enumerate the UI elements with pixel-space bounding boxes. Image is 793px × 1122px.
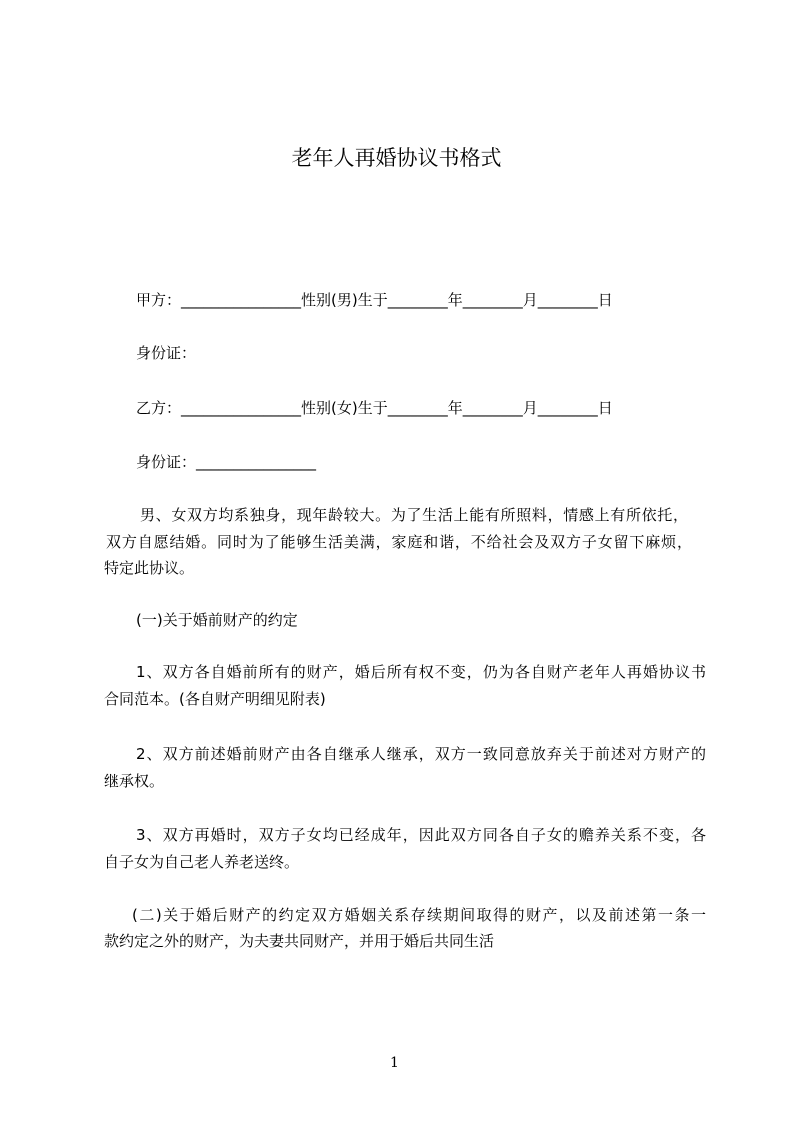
- party-a-field: 甲方：________________性别(男)生于________年________月________日: [136, 291, 613, 309]
- section-line: 款约定之外的财产，为夫妻共同财产，并用于婚后共同生活: [104, 932, 495, 950]
- intro-line: 双方自愿结婚。同时为了能够生活美满，家庭和谐，不给社会及双方子女留下麻烦，: [106, 533, 692, 551]
- party-a-id-field: 身份证：: [136, 344, 197, 362]
- intro-line: 男、女双方均系独身，现年龄较大。为了生活上能有所照料，情感上有所依托，: [140, 506, 688, 524]
- page-number: 1: [390, 1055, 399, 1071]
- section-heading: (一)关于婚前财产的约定: [136, 611, 298, 629]
- document-title: 老年人再婚协议书格式: [291, 146, 502, 170]
- intro-line: 特定此协议。: [104, 559, 195, 577]
- clause-line: 2、双方前述婚前财产由各自继承人继承，双方一致同意放弃关于前述对方财产的: [136, 745, 706, 763]
- clause-line: 自子女为自己老人养老送终。: [104, 853, 300, 871]
- section-line: (二)关于婚后财产的约定双方婚姻关系存续期间取得的财产，以及前述第一条一: [132, 906, 706, 924]
- party-b-id-field: 身份证：________________: [136, 453, 317, 471]
- party-b-field: 乙方：________________性别(女)生于________年________月________日: [136, 399, 613, 417]
- clause-line: 1、双方各自婚前所有的财产，婚后所有权不变，仍为各自财产老年人再婚协议书: [136, 663, 706, 681]
- clause-line: 合同范本。(各自财产明细见附表): [104, 690, 326, 708]
- clause-line: 继承权。: [104, 772, 165, 790]
- clause-line: 3、双方再婚时，双方子女均已经成年，因此双方同各自子女的赡养关系不变，各: [136, 826, 706, 844]
